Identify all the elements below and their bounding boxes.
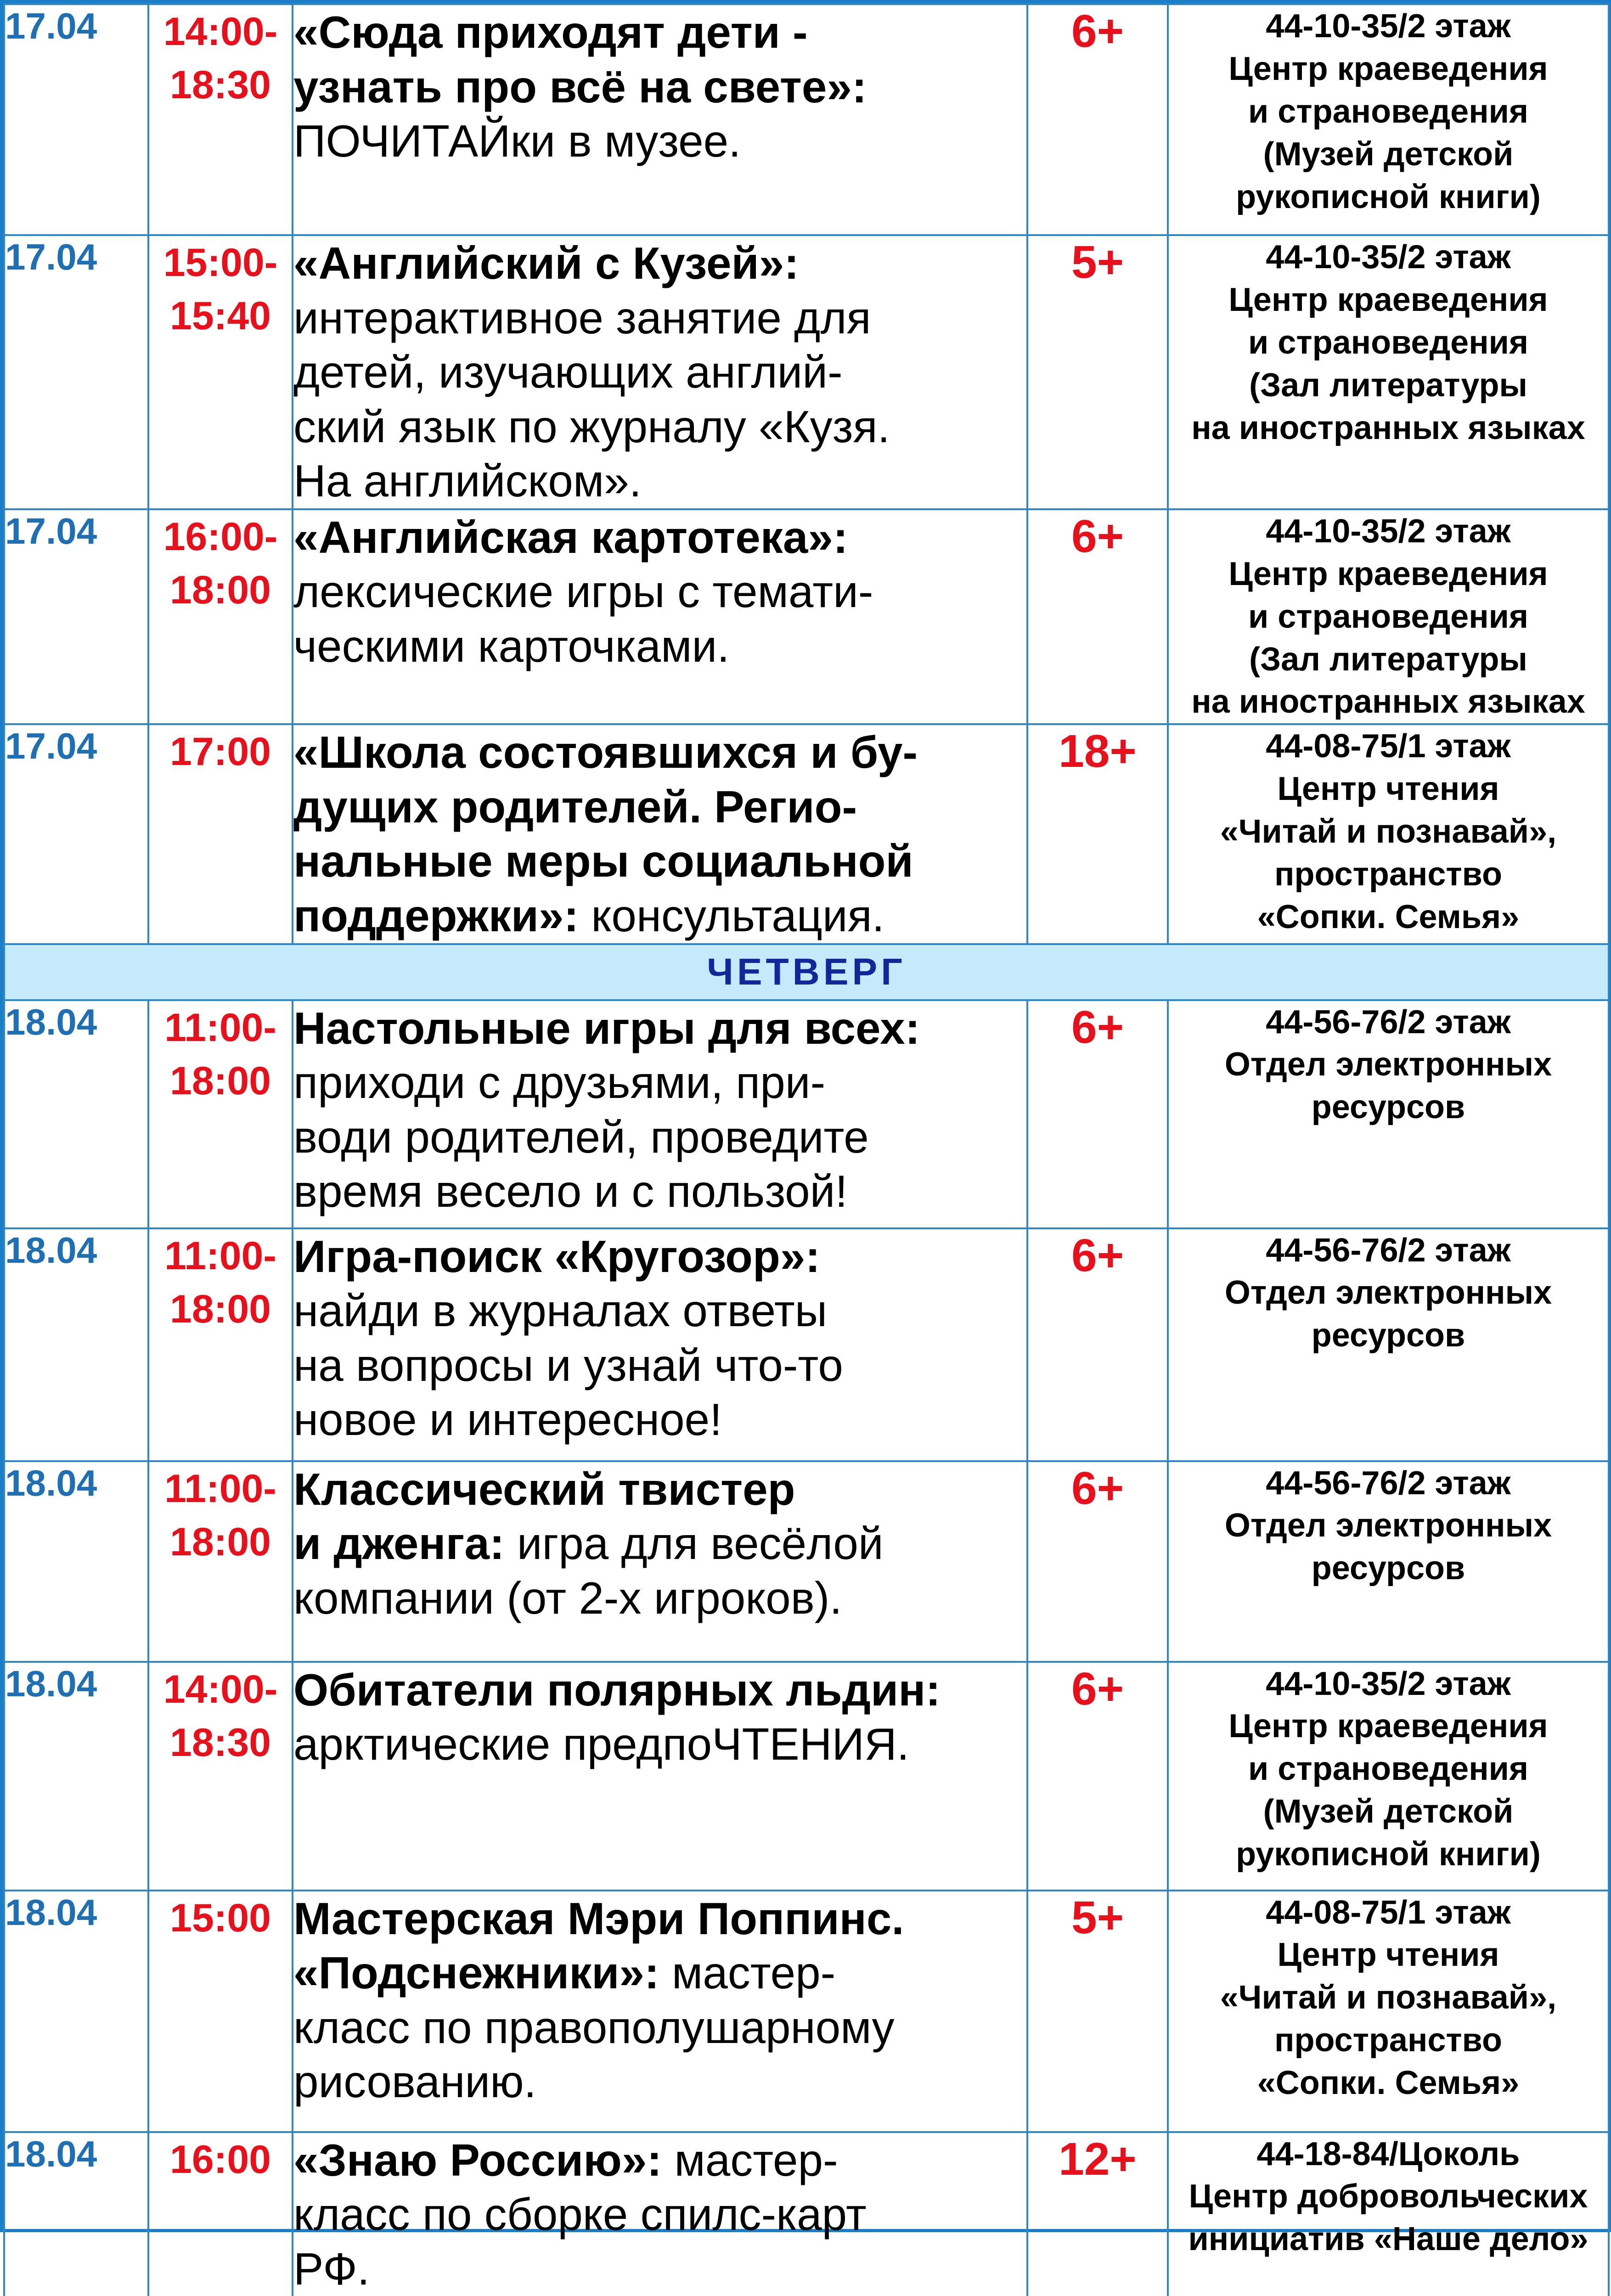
- event-row: [4, 724, 1609, 944]
- phone-floor: 44-10-35/2 этаж: [1266, 512, 1511, 550]
- event-description-line: [293, 1055, 1026, 1110]
- event-title-text: Настольные игры для всех:: [293, 1002, 920, 1053]
- age-rating: 6+: [1027, 1662, 1168, 1891]
- event-detail-text: мастер-: [662, 2134, 838, 2185]
- event-location: [1168, 1461, 1609, 1662]
- event-row: [4, 235, 1609, 509]
- location-line: на иностранных языках: [1191, 683, 1585, 720]
- location-line: Центр краеведения: [1228, 555, 1548, 592]
- event-description: [293, 235, 1027, 509]
- event-detail-text: класс по правополушарному: [293, 2002, 895, 2053]
- event-row: [4, 2132, 1609, 2296]
- age-rating: 6+: [1027, 509, 1168, 724]
- event-row: [4, 1461, 1609, 1662]
- age-rating: 5+: [1027, 1891, 1168, 2132]
- location-line: пространство: [1274, 855, 1502, 893]
- location-line: ресурсов: [1311, 1089, 1465, 1126]
- event-time-line: 18:30: [170, 1720, 271, 1765]
- event-description-line: [293, 5, 1026, 60]
- event-detail-text: новое и интересное!: [293, 1394, 722, 1445]
- event-description-line: [293, 1110, 1026, 1165]
- phone-floor: 44-08-75/1 этаж: [1266, 728, 1511, 765]
- phone-floor: 44-56-76/2 этаж: [1266, 1464, 1511, 1502]
- event-detail-text: ческими карточками.: [293, 621, 730, 672]
- event-title-text: «Английская картотека»:: [293, 512, 848, 563]
- event-detail-text: компании (от 2-х игроков).: [293, 1572, 842, 1623]
- event-description: [293, 1228, 1027, 1461]
- event-time: [148, 1228, 293, 1461]
- location-line: Центр добровольческих: [1189, 2178, 1588, 2215]
- event-description-line: [293, 1516, 1026, 1571]
- location-line: (Музей детской: [1263, 135, 1514, 173]
- event-location: [1168, 4, 1609, 235]
- phone-floor: 44-56-76/2 этаж: [1266, 1003, 1511, 1041]
- event-title-text: Обитатели полярных льдин:: [293, 1664, 941, 1715]
- phone-floor: 44-56-76/2 этаж: [1266, 1232, 1511, 1269]
- event-date: 17.04: [4, 235, 148, 509]
- event-description: [293, 1662, 1027, 1891]
- event-time: [148, 235, 293, 509]
- event-description: [293, 1891, 1027, 2132]
- location-line: инициатив «Наше дело»: [1188, 2221, 1588, 2258]
- event-description-line: [293, 1663, 1026, 1717]
- event-row: [4, 1662, 1609, 1891]
- event-date: 18.04: [4, 1228, 148, 1461]
- event-time-line: 15:00-: [163, 241, 278, 285]
- event-title-text: нальные меры социальной: [293, 836, 913, 887]
- event-description-line: [293, 1001, 1026, 1056]
- location-line: пространство: [1274, 2022, 1502, 2059]
- event-title-text: и дженга:: [293, 1518, 505, 1569]
- location-line: Отдел электронных: [1224, 1274, 1552, 1311]
- event-title-text: Классический твистер: [293, 1463, 795, 1514]
- event-time: [148, 1461, 293, 1662]
- location-line: Центр краеведения: [1228, 50, 1548, 87]
- event-date: 18.04: [4, 1891, 148, 2132]
- event-description-line: [293, 834, 1026, 889]
- event-description-line: [293, 291, 1026, 345]
- age-rating: 6+: [1027, 1461, 1168, 1662]
- event-description-line: [293, 1717, 1026, 1772]
- event-description-line: [293, 725, 1026, 780]
- location-line: Центр чтения: [1277, 1936, 1499, 1974]
- event-title-text: «Английский с Кузей»:: [293, 238, 799, 288]
- event-time: [148, 1000, 293, 1228]
- event-time-line: 14:00-: [163, 10, 278, 54]
- event-detail-text: ский язык по журналу «Кузя.: [293, 401, 890, 452]
- event-detail-text: приходи с друзьями, при-: [293, 1057, 826, 1108]
- event-row: [4, 509, 1609, 724]
- day-header: ЧЕТВЕРГ: [4, 944, 1609, 1000]
- event-location: [1168, 724, 1609, 944]
- event-description-line: [293, 400, 1026, 454]
- event-title-text: узнать про всё на свете»:: [293, 61, 867, 112]
- age-rating: 6+: [1027, 1000, 1168, 1228]
- event-time-line: 18:00: [170, 568, 271, 612]
- event-detail-text: лексические игры с темати-: [293, 566, 873, 617]
- event-time-line: 18:00: [170, 1287, 271, 1331]
- event-description-line: [293, 1229, 1026, 1284]
- event-detail-text: на вопросы и узнай что-то: [293, 1339, 843, 1390]
- event-time: [148, 1891, 293, 2132]
- location-line: «Читай и познавай»,: [1220, 1979, 1557, 2016]
- event-time-line: 11:00-: [164, 1466, 276, 1511]
- event-location: [1168, 509, 1609, 724]
- event-detail-text: класс по сборке спилс-карт: [293, 2189, 867, 2240]
- location-line: (Музей детской: [1263, 1793, 1514, 1830]
- location-line: (Зал литературы: [1249, 366, 1527, 404]
- event-location: [1168, 1662, 1609, 1891]
- age-rating: 6+: [1027, 1228, 1168, 1461]
- event-detail-text: время весело и с пользой!: [293, 1166, 848, 1217]
- day-header-row: [4, 944, 1609, 1000]
- event-title-text: «Знаю Россию»:: [293, 2134, 662, 2185]
- age-rating: 5+: [1027, 235, 1168, 509]
- event-description-line: [293, 60, 1026, 114]
- event-description-line: [293, 889, 1026, 943]
- event-description: [293, 509, 1027, 724]
- event-description: [293, 2132, 1027, 2296]
- event-time-line: 18:00: [170, 1519, 271, 1564]
- event-row: [4, 4, 1609, 235]
- event-description-line: [293, 1392, 1026, 1447]
- event-description-line: [293, 1571, 1026, 1626]
- location-line: Центр чтения: [1277, 771, 1499, 808]
- event-date: 17.04: [4, 509, 148, 724]
- event-detail-text: ПОЧИТАЙки в музее.: [293, 116, 741, 167]
- event-description-line: [293, 345, 1026, 400]
- event-row: [4, 1891, 1609, 2132]
- event-date: 17.04: [4, 724, 148, 944]
- event-description-line: [293, 114, 1026, 169]
- event-description-line: [293, 454, 1026, 508]
- event-description-line: [293, 780, 1026, 834]
- location-line: на иностранных языках: [1191, 409, 1585, 446]
- event-date: 18.04: [4, 1000, 148, 1228]
- event-description-line: [293, 2133, 1026, 2188]
- event-date: 17.04: [4, 4, 148, 235]
- event-detail-text: РФ.: [293, 2243, 370, 2294]
- location-line: ресурсов: [1311, 1317, 1465, 1354]
- event-date: 18.04: [4, 2132, 148, 2296]
- event-title-text: «Подснежники»:: [293, 1947, 659, 1998]
- event-description-line: [293, 2000, 1026, 2055]
- phone-floor: 44-10-35/2 этаж: [1266, 239, 1511, 276]
- event-description: [293, 1461, 1027, 1662]
- location-line: ресурсов: [1311, 1550, 1465, 1587]
- event-description-line: [293, 1164, 1026, 1219]
- event-time: [148, 724, 293, 944]
- event-detail-text: арктические предпоЧТЕНИЯ.: [293, 1719, 909, 1770]
- event-location: [1168, 1000, 1609, 1228]
- age-rating: 18+: [1027, 724, 1168, 944]
- event-detail-text: мастер-: [659, 1947, 836, 1998]
- event-detail-text: найди в журналах ответы: [293, 1285, 828, 1336]
- event-detail-text: води родителей, проведите: [293, 1111, 869, 1162]
- event-title-text: Игра-поиск «Кругозор»:: [293, 1231, 820, 1282]
- event-time-line: 15:40: [170, 294, 271, 338]
- event-description-line: [293, 1338, 1026, 1393]
- event-row: [4, 1228, 1609, 1461]
- phone-floor: 44-08-75/1 этаж: [1266, 1894, 1511, 1931]
- event-date: 18.04: [4, 1461, 148, 1662]
- event-description-line: [293, 619, 1026, 674]
- event-title-text: поддержки»:: [293, 890, 579, 941]
- event-title-text: «Школа состоявшихся и бу-: [293, 727, 918, 778]
- location-line: и страноведения: [1248, 1750, 1528, 1788]
- event-time-line: 11:00-: [164, 1233, 276, 1278]
- phone-floor: 44-10-35/2 этаж: [1266, 1665, 1511, 1702]
- event-description-line: [293, 1891, 1026, 1946]
- location-line: и страноведения: [1248, 93, 1528, 130]
- event-location: [1168, 1891, 1609, 2132]
- event-time: [148, 4, 293, 235]
- event-time-line: 16:00: [170, 2137, 271, 2182]
- event-time-line: 15:00: [170, 1896, 271, 1940]
- event-description-line: [293, 564, 1026, 619]
- event-detail-text: игра для весёлой: [504, 1518, 884, 1569]
- event-time-line: 14:00-: [163, 1667, 278, 1711]
- event-description-line: [293, 510, 1026, 565]
- event-description: [293, 724, 1027, 944]
- event-description: [293, 4, 1027, 235]
- event-time: [148, 1662, 293, 1891]
- location-line: рукописной книги): [1236, 1836, 1541, 1873]
- age-rating: 12+: [1027, 2132, 1168, 2296]
- age-rating: 6+: [1027, 4, 1168, 235]
- event-description-line: [293, 2054, 1026, 2109]
- event-time: [148, 509, 293, 724]
- location-line: (Зал литературы: [1249, 641, 1527, 678]
- schedule-table: [3, 3, 1610, 2296]
- location-line: Центр краеведения: [1228, 1708, 1548, 1745]
- event-time-line: 16:00-: [163, 514, 278, 559]
- schedule-body: [4, 4, 1609, 2296]
- location-line: рукописной книги): [1236, 178, 1541, 215]
- event-description-line: [293, 1283, 1026, 1338]
- phone-floor: 44-18-84/Цоколь: [1256, 2135, 1520, 2172]
- event-time: [148, 2132, 293, 2296]
- event-detail-text: рисованию.: [293, 2056, 536, 2107]
- event-time-line: 18:00: [170, 1058, 271, 1103]
- location-line: и страноведения: [1248, 598, 1528, 635]
- event-time-line: 17:00: [170, 730, 271, 774]
- event-detail-text: консультация.: [579, 890, 884, 941]
- event-description-line: [293, 2242, 1026, 2296]
- location-line: «Сопки. Семья»: [1257, 898, 1520, 935]
- event-description-line: [293, 236, 1026, 291]
- location-line: и страноведения: [1248, 324, 1528, 361]
- event-title-text: Мастерская Мэри Поппинс.: [293, 1893, 904, 1944]
- location-line: Отдел электронных: [1224, 1046, 1552, 1083]
- event-location: [1168, 235, 1609, 509]
- event-description-line: [293, 2187, 1026, 2242]
- event-location: [1168, 2132, 1609, 2296]
- event-description-line: [293, 1462, 1026, 1517]
- event-time-line: 11:00-: [164, 1005, 276, 1050]
- event-row: [4, 1000, 1609, 1228]
- location-line: «Читай и познавай»,: [1220, 813, 1557, 850]
- event-detail-text: интерактивное занятие для: [293, 292, 871, 343]
- event-title-text: «Сюда приходят дети -: [293, 7, 808, 57]
- event-title-text: дущих родителей. Регио-: [293, 781, 857, 832]
- location-line: Центр краеведения: [1228, 281, 1548, 318]
- event-description-line: [293, 1946, 1026, 2000]
- location-line: Отдел электронных: [1224, 1507, 1552, 1544]
- event-time-line: 18:30: [170, 63, 271, 107]
- event-date: 18.04: [4, 1662, 148, 1891]
- event-detail-text: На английском».: [293, 456, 642, 506]
- event-location: [1168, 1228, 1609, 1461]
- event-description: [293, 1000, 1027, 1228]
- location-line: «Сопки. Семья»: [1257, 2065, 1520, 2102]
- event-detail-text: детей, изучающих англий-: [293, 347, 843, 398]
- phone-floor: 44-10-35/2 этаж: [1266, 8, 1511, 45]
